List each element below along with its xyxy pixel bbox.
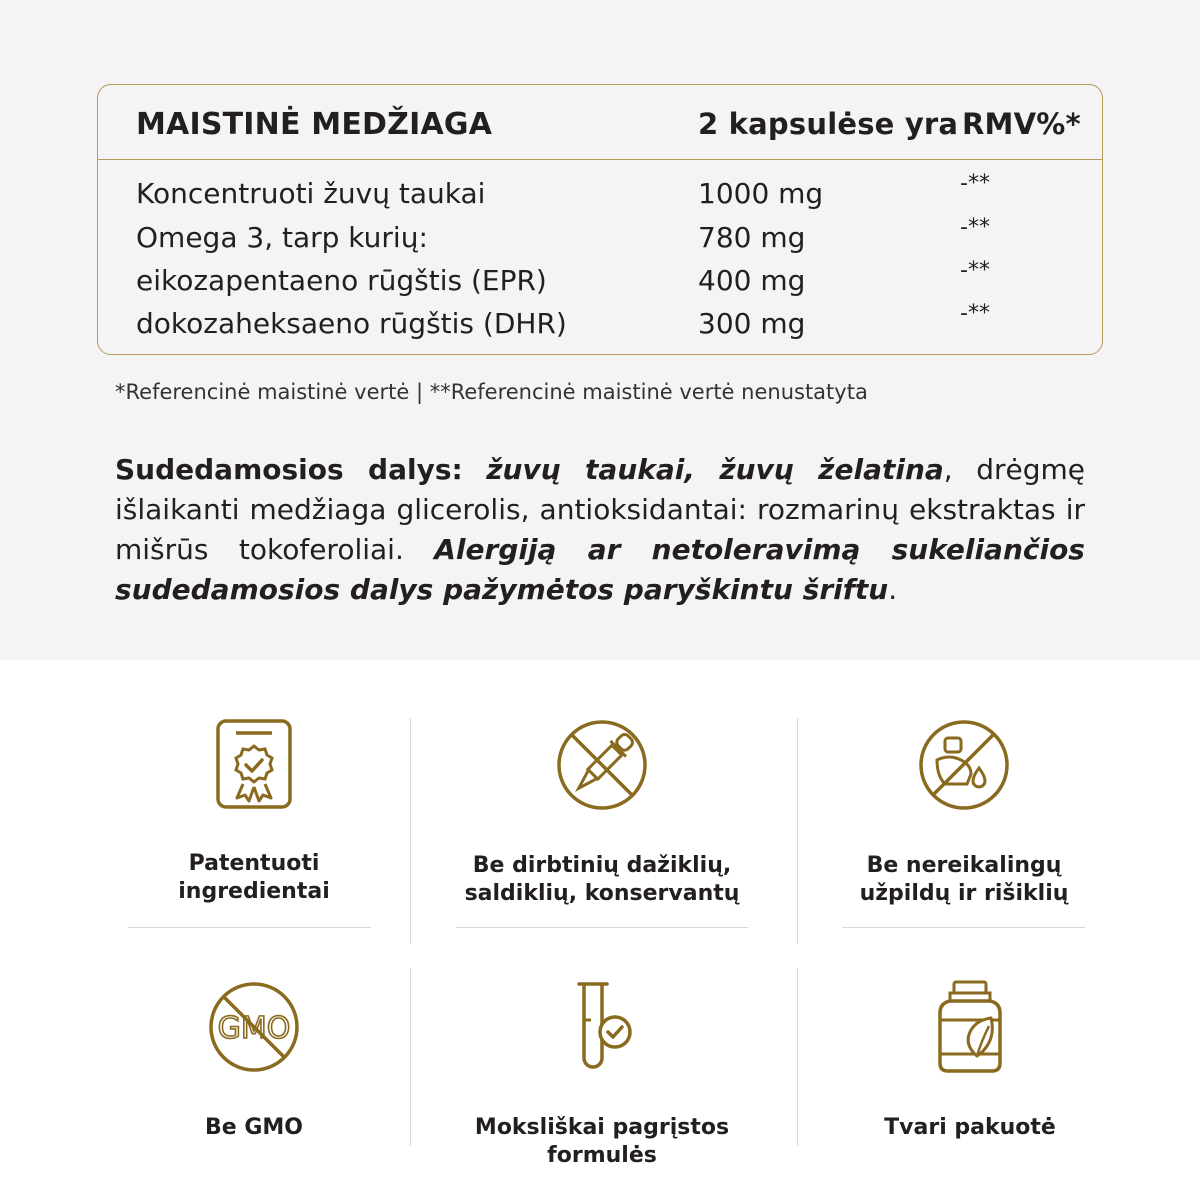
table-row [98,301,1102,350]
feature-label-line: Be GMO [204,1115,303,1140]
eco-jar-leaf-icon [923,980,1017,1074]
row-amount: 780 mg [698,221,806,254]
certificate-icon [209,718,299,810]
row-amount: 300 mg [698,307,806,340]
table-footnote: *Referencinė maistinė vertė | **Referencinė maistinė vertė nenustatyta [115,380,868,404]
feature-label-line: formulės [547,1143,657,1168]
row-name: eikozapentaeno rūgštis (EPR) [136,264,547,297]
feature-label-line: Tvari pakuotė [884,1115,1056,1140]
row-name: Koncentruoti žuvų taukai [136,177,486,210]
row-amount: 1000 mg [698,177,824,210]
feature-label [104,1114,404,1142]
feature-label-line: Be nereikalingų [866,853,1062,878]
feature-label [820,1114,1120,1142]
svg-text:GMO: GMO [217,1011,291,1046]
no-fillers-icon [917,718,1011,812]
feature-no-gmo [104,980,404,1142]
header-rmv: RMV%* [962,107,1081,141]
test-tube-check-icon [555,980,649,1074]
feature-no-dyes [452,718,752,908]
nutrition-table-header [98,85,1102,160]
feature-label-line: Patentuoti [188,851,320,876]
feature-label [814,852,1114,908]
feature-label [452,1114,752,1170]
header-amount: 2 kapsulėse yra [698,107,959,141]
feature-science [452,980,752,1170]
divider [128,927,371,928]
row-rmv: -** [960,301,990,326]
table-row [98,215,1102,264]
row-rmv: -** [960,215,990,240]
divider [797,968,798,1146]
row-amount: 400 mg [698,264,806,297]
ingredients-label: Sudedamosios dalys: [115,453,463,486]
feature-label-line: užpildų ir rišiklių [859,881,1069,906]
features-grid [0,660,1200,1200]
ingredients-allergens: žuvų taukai, žuvų želatina [486,453,944,486]
divider [456,927,748,928]
row-rmv: -** [960,258,990,283]
no-dye-dropper-icon [555,718,649,812]
feature-label-line: Be dirbtinių dažiklių, [472,853,732,878]
row-rmv: -** [960,171,990,196]
feature-label-line: saldiklių, konservantų [464,881,740,906]
table-row [98,171,1102,220]
feature-patented [104,718,404,906]
ingredients-text [115,450,1085,610]
ingredients-allergen-note: Alergiją ar netoleravimą sukeliančios sudedamosios dalys pažymėtos paryškintu šriftu [115,533,1085,606]
row-name: dokozaheksaeno rūgštis (DHR) [136,307,567,340]
ingredients-end: . [888,573,898,606]
feature-label-line: Moksliškai pagrįstos [474,1115,730,1140]
divider [842,927,1085,928]
feature-label [452,852,752,908]
nutrition-table [97,84,1103,355]
no-gmo-icon [207,980,301,1074]
feature-label [104,850,404,906]
divider [797,718,798,944]
feature-label-line: ingredientai [178,879,330,904]
divider [410,718,411,944]
header-nutrient: MAISTINĖ MEDŽIAGA [136,107,493,142]
table-row [98,258,1102,307]
feature-no-fillers [814,718,1114,908]
ingredients-rest: , drėgmę išlaikanti medžiaga glicerolis, antioksidantai: rozmarinų ekstraktas ir mišrūs tokoferoliai. [115,453,1086,566]
feature-sustainable [820,980,1120,1142]
row-name: Omega 3, tarp kurių: [136,221,428,254]
divider [410,968,411,1146]
